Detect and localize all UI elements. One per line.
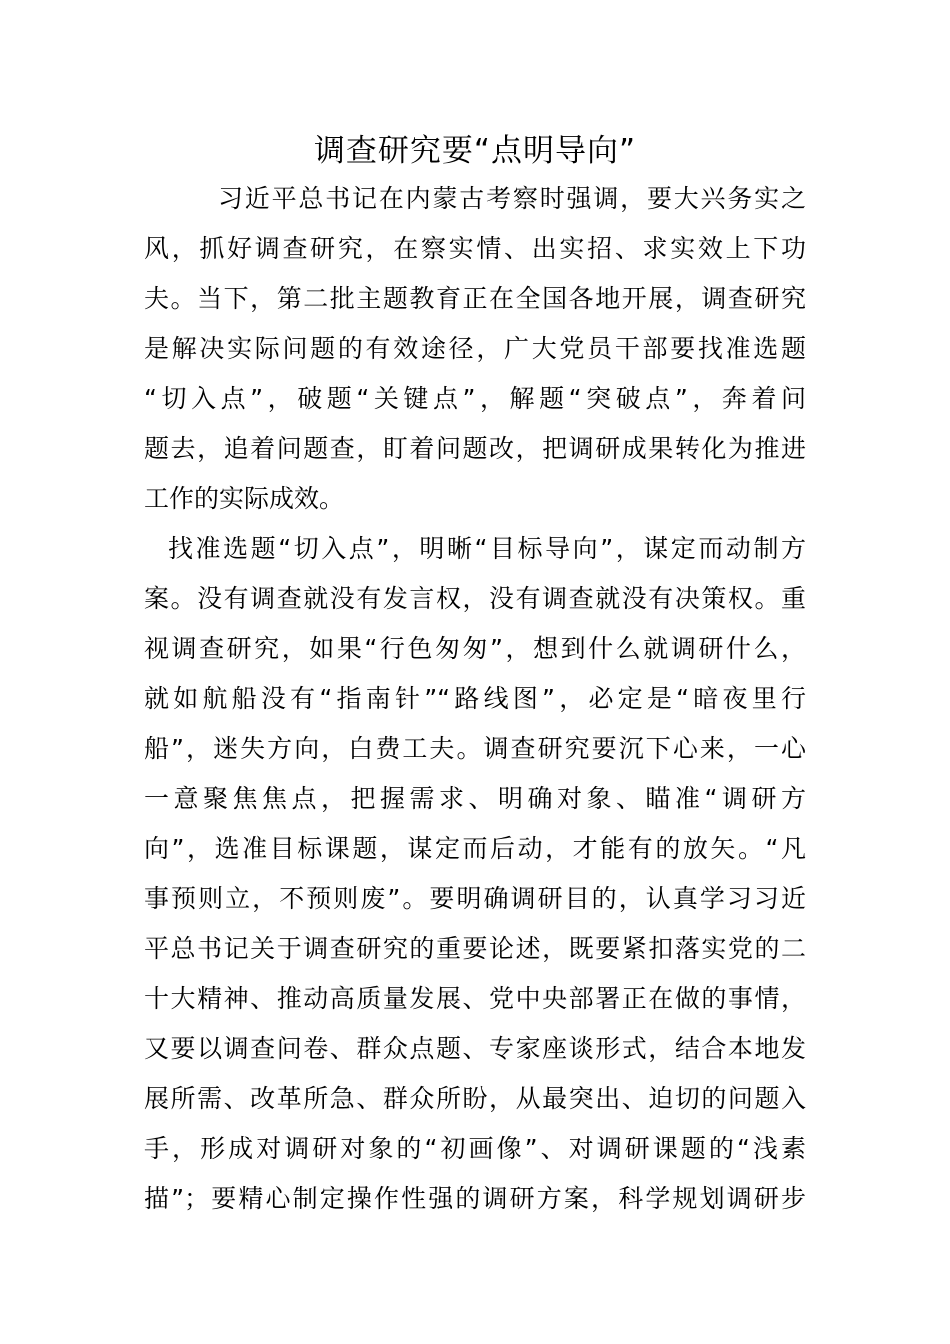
paragraph-line: 题去，追着问题查，盯着问题改，把调研成果转化为推进 — [144, 434, 806, 463]
paragraph-line: 风，抓好调查研究，在察实情、出实招、求实效上下功 — [144, 234, 806, 263]
paragraph-line: 事预则立，不预则废”。要明确调研目的，认真学习习近 — [144, 884, 806, 913]
paragraph-line: 找准选题“切入点”，明晰“目标导向”，谋定而动制方 — [168, 534, 806, 563]
paragraph-line: 视调查研究，如果“行色匆匆”，想到什么就调研什么， — [144, 634, 806, 663]
document-title: 调查研究要“点明导向” — [313, 133, 637, 169]
paragraph-line: 展所需、改革所急、群众所盼，从最突出、迫切的问题入 — [144, 1084, 806, 1113]
paragraph-line: 手，形成对调研对象的“初画像”、对调研课题的“浅素 — [144, 1134, 806, 1163]
paragraph-line: 十大精神、推动高质量发展、党中央部署正在做的事情， — [144, 984, 806, 1013]
paragraph-line: 就如航船没有“指南针”“路线图”，必定是“暗夜里行 — [144, 684, 806, 713]
paragraph-line: 案。没有调查就没有发言权，没有调查就没有决策权。重 — [144, 584, 806, 613]
paragraph-line: 船”，迷失方向，白费工夫。调查研究要沉下心来，一心 — [144, 734, 806, 763]
paragraph-line: 一意聚焦焦点，把握需求、明确对象、瞄准“调研方 — [144, 784, 806, 813]
paragraph-line: 平总书记关于调查研究的重要论述，既要紧扣落实党的二 — [144, 934, 806, 963]
paragraph-line: “切入点”，破题“关键点”，解题“突破点”，奔着问 — [144, 384, 806, 413]
paragraph-line: 夫。当下，第二批主题教育正在全国各地开展，调查研究 — [144, 284, 806, 313]
paragraph-line: 向”，选准目标课题，谋定而后动，才能有的放矢。“凡 — [144, 834, 806, 863]
paragraph-line: 描”；要精心制定操作性强的调研方案，科学规划调研步 — [144, 1184, 806, 1213]
paragraph-line: 是解决实际问题的有效途径，广大党员干部要找准选题 — [144, 334, 806, 363]
paragraph-line: 习近平总书记在内蒙古考察时强调，要大兴务实之 — [218, 184, 806, 213]
paragraph-line: 工作的实际成效。 — [144, 484, 345, 513]
paragraph-line: 又要以调查问卷、群众点题、专家座谈形式，结合本地发 — [144, 1034, 806, 1063]
